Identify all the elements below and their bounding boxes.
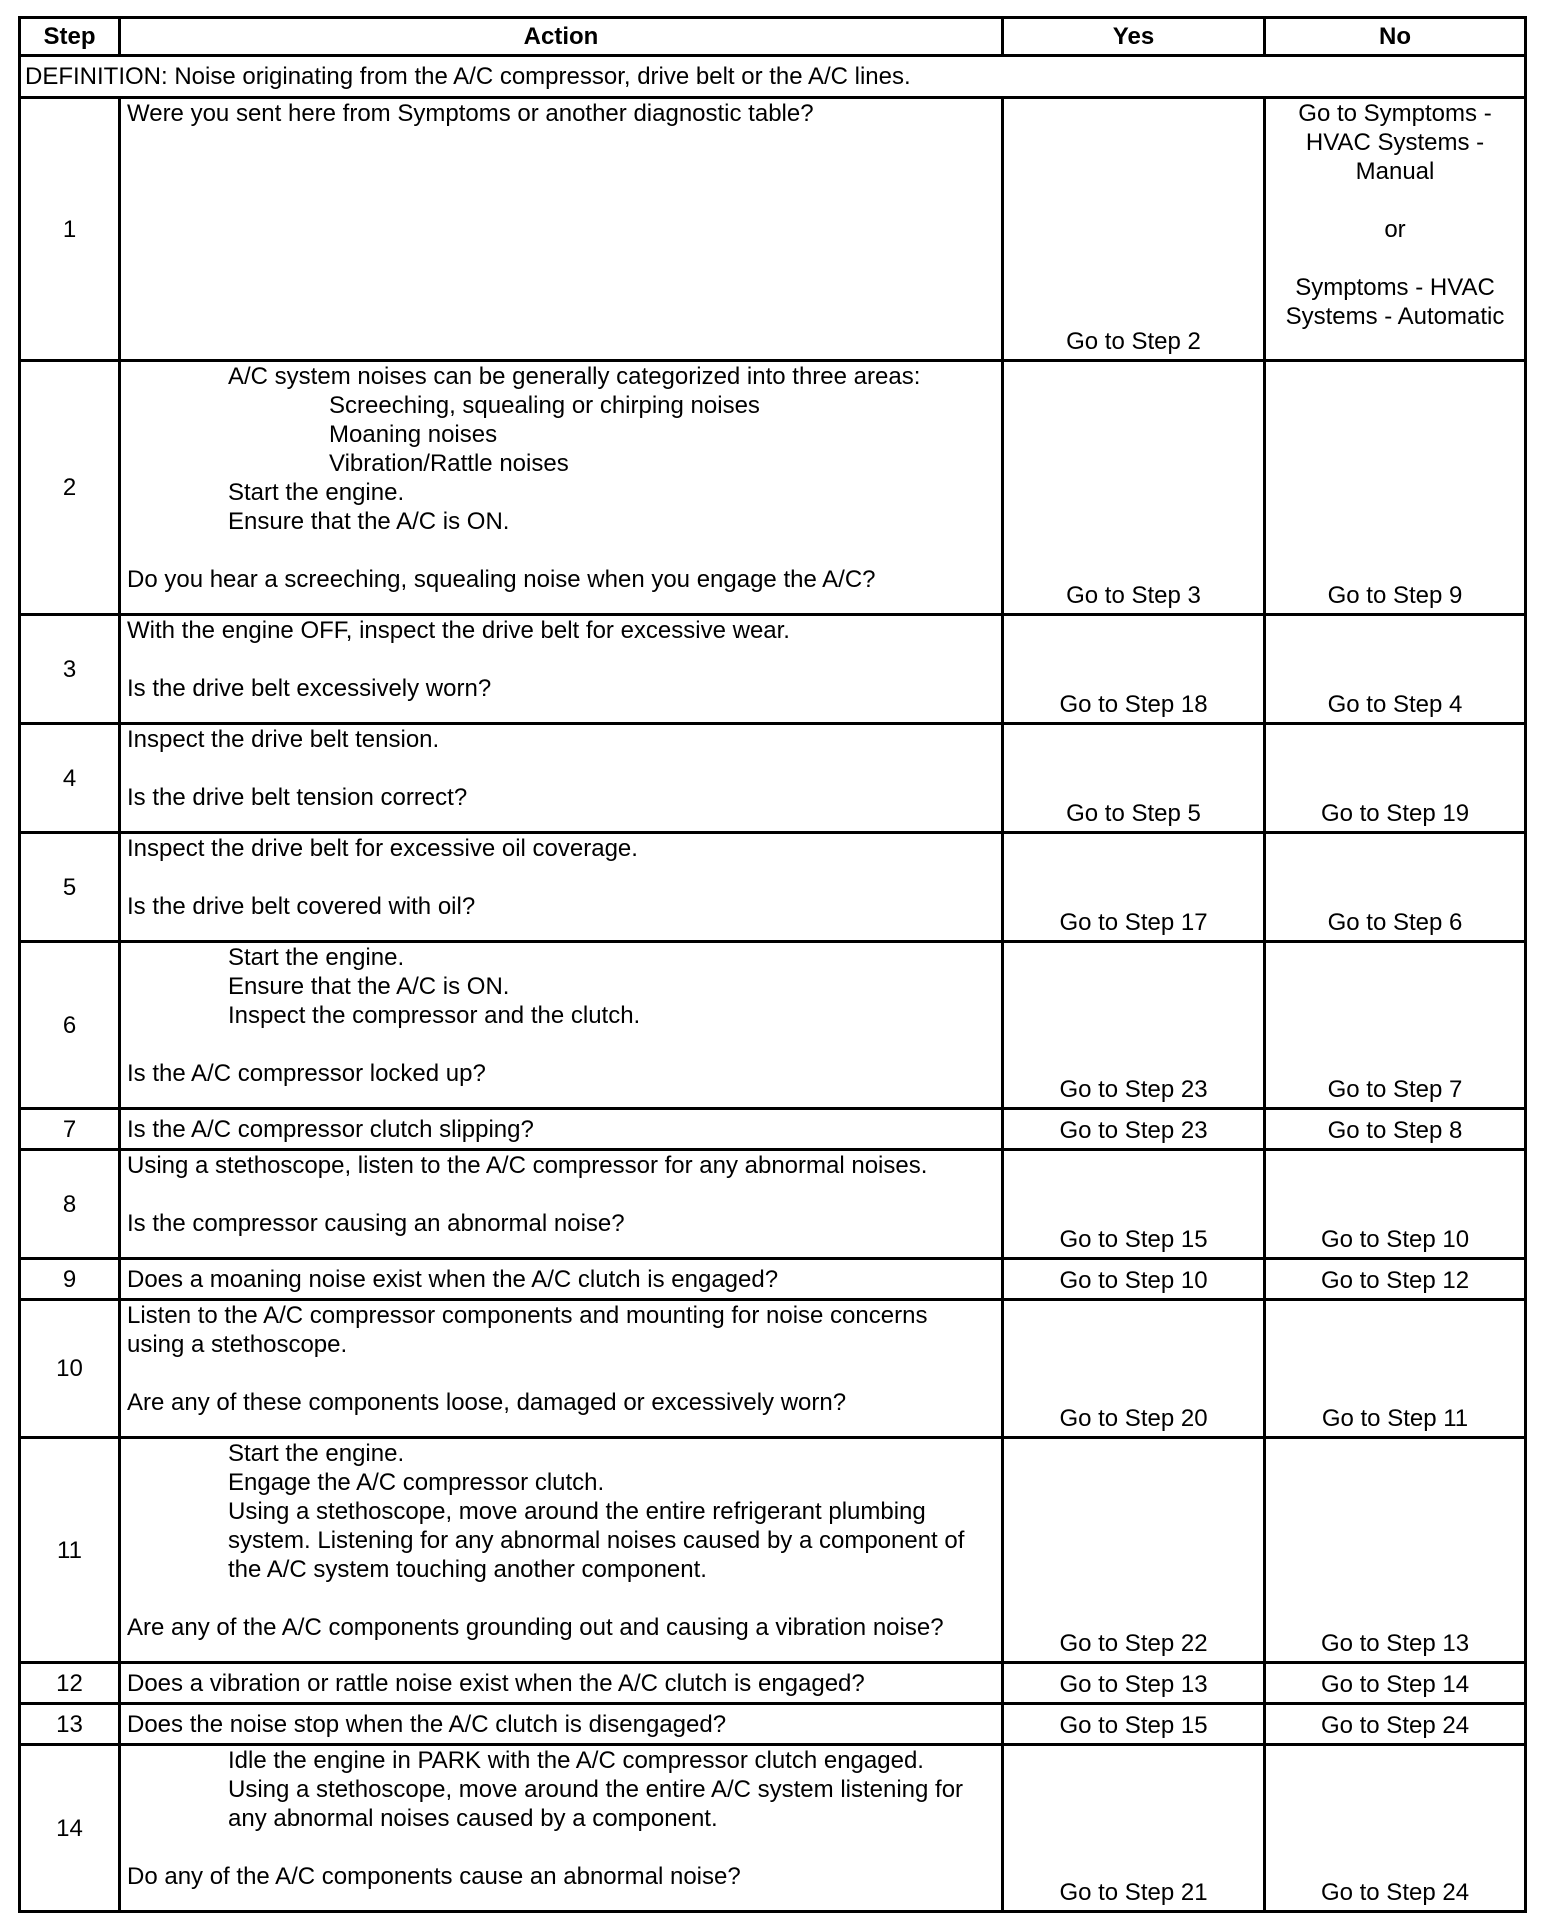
action-line: Using a stethoscope, listen to the A/C compressor for any abnormal noises. [127, 1152, 928, 1179]
step-number: 2 [20, 361, 120, 615]
yes-cell: Go to Step 20 [1003, 1300, 1265, 1438]
action-line: Start the engine. [228, 944, 405, 971]
definition-row [20, 56, 1526, 98]
step-number: 12 [20, 1663, 120, 1704]
no-cell: Go to Step 4 [1265, 615, 1526, 724]
action-line: Idle the engine in PARK with the A/C compressor clutch engaged. [228, 1747, 924, 1774]
no-cell: Go to Step 12 [1265, 1259, 1526, 1300]
yes-cell: Go to Step 3 [1003, 361, 1265, 615]
no-cell: Go to Step 11 [1265, 1300, 1526, 1438]
action-line: Ensure that the A/C is ON. [228, 508, 510, 535]
table-row [20, 833, 1526, 942]
action-line: With the engine OFF, inspect the drive belt for excessive wear. [127, 617, 790, 644]
question-text: Are any of these components loose, damaged or excessively worn? [127, 1389, 847, 1416]
step-number: 14 [20, 1745, 120, 1912]
table-row [20, 1704, 1526, 1745]
action-cell [120, 98, 1003, 361]
header-row [20, 18, 1526, 56]
table-row [20, 1745, 1526, 1912]
action-subline: Moaning noises [329, 421, 498, 448]
yes-cell: Go to Step 5 [1003, 724, 1265, 833]
action-cell [120, 724, 1003, 833]
no-cell: Go to Step 8 [1265, 1109, 1526, 1150]
step-number: 4 [20, 724, 120, 833]
step-number: 9 [20, 1259, 120, 1300]
step-number: 1 [20, 98, 120, 361]
question-text: Is the drive belt excessively worn? [127, 675, 492, 702]
header-no: No [1265, 18, 1526, 56]
table-row [20, 1438, 1526, 1663]
step-number: 8 [20, 1150, 120, 1259]
question-text: Does a vibration or rattle noise exist when the A/C clutch is engaged? [127, 1669, 865, 1697]
question-text: Is the drive belt tension correct? [127, 784, 468, 811]
no-line: Systems - Automatic [1285, 303, 1505, 330]
no-cell: Go to Step 7 [1265, 942, 1526, 1109]
header-step: Step [20, 18, 120, 56]
table-row [20, 724, 1526, 833]
action-cell [120, 1704, 1003, 1745]
yes-cell: Go to Step 23 [1003, 1109, 1265, 1150]
table-row [20, 1300, 1526, 1438]
action-line: Start the engine. [228, 479, 405, 506]
action-cell [120, 942, 1003, 1109]
yes-cell: Go to Step 13 [1003, 1663, 1265, 1704]
action-line: system. Listening for any abnormal noises caused by a component of [228, 1527, 965, 1554]
question-text: Are any of the A/C components grounding out and causing a vibration noise? [127, 1614, 944, 1641]
yes-cell: Go to Step 22 [1003, 1438, 1265, 1663]
header-action: Action [120, 18, 1003, 56]
table-row [20, 98, 1526, 361]
action-line: using a stethoscope. [127, 1331, 348, 1358]
step-number: 11 [20, 1438, 120, 1663]
yes-cell: Go to Step 17 [1003, 833, 1265, 942]
table-row [20, 942, 1526, 1109]
yes-cell: Go to Step 21 [1003, 1745, 1265, 1912]
step-number: 6 [20, 942, 120, 1109]
table-row [20, 1663, 1526, 1704]
table-row [20, 1150, 1526, 1259]
action-line: Inspect the drive belt tension. [127, 726, 440, 753]
no-line: Symptoms - HVAC [1295, 274, 1495, 301]
action-line: Ensure that the A/C is ON. [228, 973, 510, 1000]
yes-cell: Go to Step 10 [1003, 1259, 1265, 1300]
diagnostic-table [18, 16, 1527, 1913]
step-number: 13 [20, 1704, 120, 1745]
yes-cell: Go to Step 15 [1003, 1704, 1265, 1745]
action-line: Using a stethoscope, move around the entire A/C system listening for [228, 1776, 964, 1803]
no-line: HVAC Systems - [1305, 129, 1485, 156]
no-cell: Go to Step 14 [1265, 1663, 1526, 1704]
action-cell [120, 1300, 1003, 1438]
action-cell [120, 1745, 1003, 1912]
definition-text: DEFINITION: Noise originating from the A/C compressor, drive belt or the A/C lines. [20, 56, 1526, 98]
question-text: Is the A/C compressor locked up? [127, 1060, 486, 1087]
step-number: 10 [20, 1300, 120, 1438]
action-cell [120, 1259, 1003, 1300]
question-text: Is the A/C compressor clutch slipping? [127, 1115, 534, 1143]
no-cell: Go to Step 10 [1265, 1150, 1526, 1259]
action-line: Listen to the A/C compressor components and mounting for noise concerns [127, 1302, 928, 1329]
question-text: Is the compressor causing an abnormal noise? [127, 1210, 625, 1237]
question-text: Does the noise stop when the A/C clutch is disengaged? [127, 1710, 727, 1738]
yes-cell: Go to Step 15 [1003, 1150, 1265, 1259]
action-line: the A/C system touching another component. [228, 1556, 707, 1583]
no-cell: Go to Step 24 [1265, 1704, 1526, 1745]
yes-cell: Go to Step 18 [1003, 615, 1265, 724]
question-text: Does a moaning noise exist when the A/C clutch is engaged? [127, 1265, 779, 1293]
action-cell [120, 1109, 1003, 1150]
action-line: any abnormal noises caused by a component. [228, 1805, 718, 1832]
step-number: 3 [20, 615, 120, 724]
action-cell [120, 615, 1003, 724]
no-cell: Go to Step 19 [1265, 724, 1526, 833]
yes-cell: Go to Step 2 [1003, 98, 1265, 361]
action-line: A/C system noises can be generally categorized into three areas: [228, 363, 921, 390]
question-text: Do you hear a screeching, squealing noise when you engage the A/C? [127, 566, 876, 593]
action-cell [120, 1150, 1003, 1259]
yes-cell: Go to Step 23 [1003, 942, 1265, 1109]
table-row [20, 1259, 1526, 1300]
action-line: Using a stethoscope, move around the entire refrigerant plumbing [228, 1498, 926, 1525]
question-text: Were you sent here from Symptoms or another diagnostic table? [127, 100, 814, 127]
question-text: Do any of the A/C components cause an abnormal noise? [127, 1863, 741, 1890]
action-cell [120, 1663, 1003, 1704]
question-text: Is the drive belt covered with oil? [127, 893, 476, 920]
no-line: Manual [1355, 158, 1435, 185]
step-number: 7 [20, 1109, 120, 1150]
no-cell: Go to Step 24 [1265, 1745, 1526, 1912]
table-row [20, 361, 1526, 615]
action-line: Start the engine. [228, 1440, 405, 1467]
action-line: Engage the A/C compressor clutch. [228, 1469, 605, 1496]
action-cell [120, 361, 1003, 615]
action-line: Inspect the compressor and the clutch. [228, 1002, 641, 1029]
table-row [20, 1109, 1526, 1150]
action-cell [120, 1438, 1003, 1663]
no-cell: Go to Step 6 [1265, 833, 1526, 942]
action-subline: Vibration/Rattle noises [329, 450, 569, 477]
no-line: or [1384, 216, 1406, 243]
no-cell: Go to Step 13 [1265, 1438, 1526, 1663]
no-cell: Go to Step 9 [1265, 361, 1526, 615]
step-number: 5 [20, 833, 120, 942]
no-line: Go to Symptoms - [1298, 100, 1492, 127]
header-yes: Yes [1003, 18, 1265, 56]
no-cell [1265, 98, 1526, 361]
action-line: Inspect the drive belt for excessive oil coverage. [127, 835, 638, 862]
action-cell [120, 833, 1003, 942]
table-row [20, 615, 1526, 724]
action-subline: Screeching, squealing or chirping noises [329, 392, 760, 419]
